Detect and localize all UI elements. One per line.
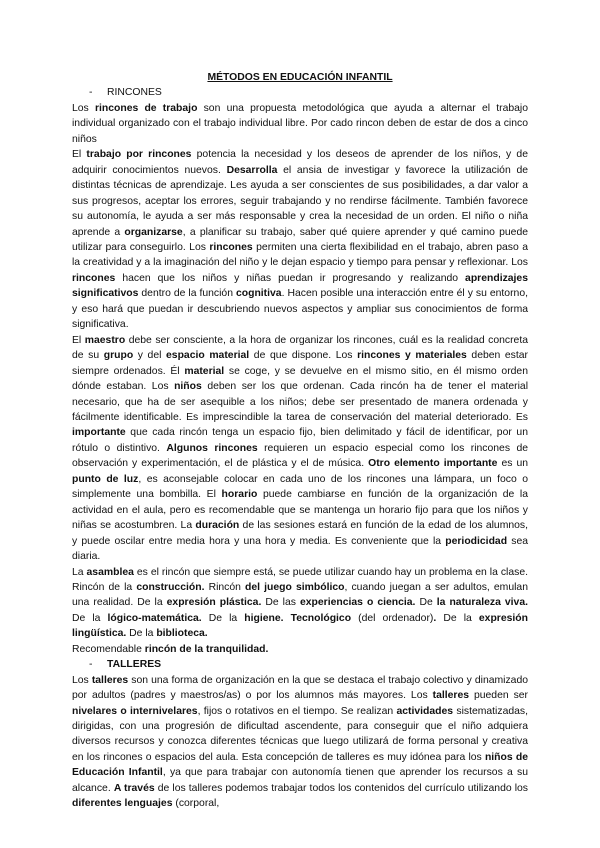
bold-text: niños de Educación Infantil [72, 751, 528, 779]
paragraph [72, 673, 528, 812]
bold-text: talleres [91, 674, 129, 686]
text-run: De [415, 597, 437, 609]
paragraph [72, 642, 528, 657]
section-body-rincones [72, 101, 528, 657]
bold-text: trabajo por rincones [86, 149, 192, 161]
document-title: MÉTODOS EN EDUCACIÓN INFANTIL [207, 72, 393, 83]
paragraph [72, 333, 528, 565]
paragraph [72, 147, 528, 332]
bold-text: rincones y materiales [357, 350, 467, 362]
text-run: De la [201, 612, 245, 624]
bold-text: expresión lingüística. [72, 612, 528, 640]
text-run: permiten una cierta flexibilidad en el trabajo, abren paso a la creatividad y a la imaginación del niño y le dejan espacio y tiempo para pensar y reflexionar. Los [72, 241, 528, 269]
section-heading-rincones [72, 85, 528, 100]
text-run: puede cambiarse en función de la organización de la actividad en el aula, pero es recomendable que se mantenga un horario fijo para que los niños y niñas se acostumbren. La [72, 489, 528, 532]
text-run: De la [436, 612, 479, 624]
text-run: dentro de la función [138, 288, 236, 300]
bold-text: horario [221, 489, 258, 501]
paragraph [72, 565, 528, 642]
text-run: pueden ser [469, 690, 528, 702]
text-run: el ansia de investigar y favorece la utilización de distintas técnicas de aprendizaje. Les ayuda a ser conscientes de sus posibilidades, a dar valor a sus progresos, aceptar los errores, seguir trabajando y no rendirse fácilmente. También favorece su autonomía, le ayuda a ser más responsable y crea la necesidad de un orden. El niño o niña aprende a [72, 164, 528, 238]
text-run: Los [72, 102, 95, 114]
bold-text: experiencias o ciencia. [299, 597, 416, 609]
bold-text: . [433, 612, 437, 624]
section-body-talleres [72, 673, 528, 812]
bold-text: talleres [432, 690, 470, 702]
text-run: , cuando juegan a ser adultos, emulan una realidad. De la [72, 581, 528, 609]
text-run: se coge, y se devuelve en el mismo sitio, en él mismo orden dónde estaban. Los [72, 365, 528, 393]
text-run: que cada rincón tenga un espacio fijo, bien delimitado y fácil de identificar, por un rótulo o distintivo. [72, 427, 528, 454]
text-run: y del [133, 350, 167, 362]
bullet-marker: - [89, 659, 93, 671]
bold-text: Otro elemento importante [368, 458, 498, 470]
text-run: sistematizadas, dirigidas, con una progresión de dificultad ascendente, para conseguir que el niño adquiera diversos recursos y conozca diferentes técnicas que luego utilizará de forma personal y creativa en los rincones o espacios del aula. Esta concepción de talleres es muy idónea para los [72, 705, 528, 763]
text-run: De la [126, 628, 157, 640]
text-run: de las sesiones estará en función de la edad de los alumnos, y puede oscilar entre media hora y una hora y media. Es conveniente que la [72, 520, 528, 547]
text-run: La [72, 566, 87, 578]
document-page [72, 70, 528, 812]
text-run: , a planificar su trabajo, saber qué quiere aprender y qué camino puede utilizar para conseguirlo. Los [72, 226, 529, 253]
bold-text: del juego simbólico [245, 581, 345, 593]
bold-text: niños [174, 381, 202, 393]
section-heading-text: RINCONES [107, 87, 162, 99]
bold-text: nivelares o internivelares [72, 705, 198, 717]
text-run: deben ser los que ordenan. Cada rincón ha de tener el material necesario, que ha de ser asequible a los niños; debe ser presentado de manera ordenada y fácilmente identificable. Es imprescindible la tarea de conservación del material deteriorado. Es [72, 381, 529, 423]
text-run: Los [72, 674, 92, 686]
bold-text: cognitiva [235, 288, 282, 300]
bold-text: importante [72, 427, 126, 439]
bold-text: Algunos rincones [166, 442, 258, 454]
text-run: son una forma de organización en la que se destaca el trabajo colectivo y dinamizado por adultos (padres y maestros/as) o por los alumnos más mayores. Los [72, 674, 529, 702]
text-run: requieren un espacio especial como los rincones de observación y experimentación, el de plástica y el de música. [72, 442, 528, 470]
paragraph [72, 101, 528, 147]
text-run: De la [72, 612, 108, 624]
text-run: es un [497, 458, 529, 470]
text-run: potencia la necesidad y los deseos de aprender de los niños, y de adquirir conocimientos nuevos. [72, 149, 528, 176]
text-run: Rincón [204, 581, 246, 593]
bold-text: Desarrolla [226, 164, 278, 176]
section-heading-text: TALLERES [107, 659, 162, 671]
text-run: hacen que los niños y niñas puedan ir progresando y realizando [115, 272, 466, 284]
bold-text: biblioteca. [156, 628, 208, 640]
text-run: (del ordenador) [351, 612, 434, 624]
bold-text: expresión plástica. [166, 597, 262, 609]
bold-text: la naturaleza viva. [436, 597, 528, 609]
text-run: son una propuesta metodológica que ayuda a alternar el trabajo individual organizado con el trabajo individual libre. Por cado rincon deben de estar de dos a cinco niños [72, 102, 528, 145]
text-run: (corporal, [172, 798, 220, 810]
section-heading-talleres [72, 657, 528, 672]
text-run: El [72, 334, 85, 346]
bold-text: aprendizajes significativos [72, 272, 528, 300]
bold-text: espacio material [166, 350, 250, 362]
text-run: de los talleres podemos trabajar todos los contenidos del currículo utilizando los [154, 782, 529, 794]
bold-text: diferentes lenguajes [72, 798, 173, 810]
bold-text: rincones [209, 241, 253, 253]
bullet-marker: - [89, 87, 93, 99]
text-run: . Hacen posible una interacción entre él y su entorno, y eso hará que puedan ir descubriendo nuevos aspectos y ampliar sus conocimientos de forma significativa. [72, 288, 528, 331]
text-run: El [72, 149, 87, 161]
bold-text: grupo [103, 350, 134, 362]
text-run: es el rincón que siempre está, se puede utilizar cuando hay un problema en la clase. Rincón de la [72, 566, 528, 593]
bold-text: material [184, 365, 225, 377]
bold-text: periodicidad [445, 535, 508, 547]
text-run: deben estar siempre ordenados. Él [72, 350, 528, 377]
bold-text: lógico-matemática. [107, 612, 202, 624]
text-run: sea diaria. [72, 535, 529, 563]
bold-text: organizarse [124, 226, 183, 238]
text-run: , fijos o rotativos en el tiempo. Se realizan [197, 705, 397, 717]
text-run: debe ser consciente, a la hora de organizar los rincones, cuál es la realidad concreta de su [72, 334, 528, 362]
bold-text: maestro [84, 334, 126, 346]
bold-text: rincones de trabajo [94, 102, 198, 114]
text-run: de que dispone. Los [249, 350, 358, 362]
text-run: Recomendable [72, 643, 145, 655]
bold-text: A través [113, 782, 155, 794]
bold-text: asamblea [86, 566, 134, 578]
bold-text: rincones [72, 272, 116, 284]
bold-text: punto de luz [72, 473, 139, 485]
text-run: , ya que para trabajar con autonomía tienen que aprender los recursos a su alcance. [72, 767, 528, 794]
bold-text: actividades [396, 705, 454, 717]
bold-text: higiene. Tecnológico [244, 612, 352, 624]
bold-text: duración [195, 520, 240, 532]
text-run: De las [261, 597, 300, 609]
bold-text: rincón de la tranquilidad. [144, 643, 269, 655]
text-run: , es aconsejable colocar en cada uno de los rincones una lámpara, un foco o simplemente una bombilla. El [72, 473, 528, 501]
bold-text: construcción. [136, 581, 205, 593]
